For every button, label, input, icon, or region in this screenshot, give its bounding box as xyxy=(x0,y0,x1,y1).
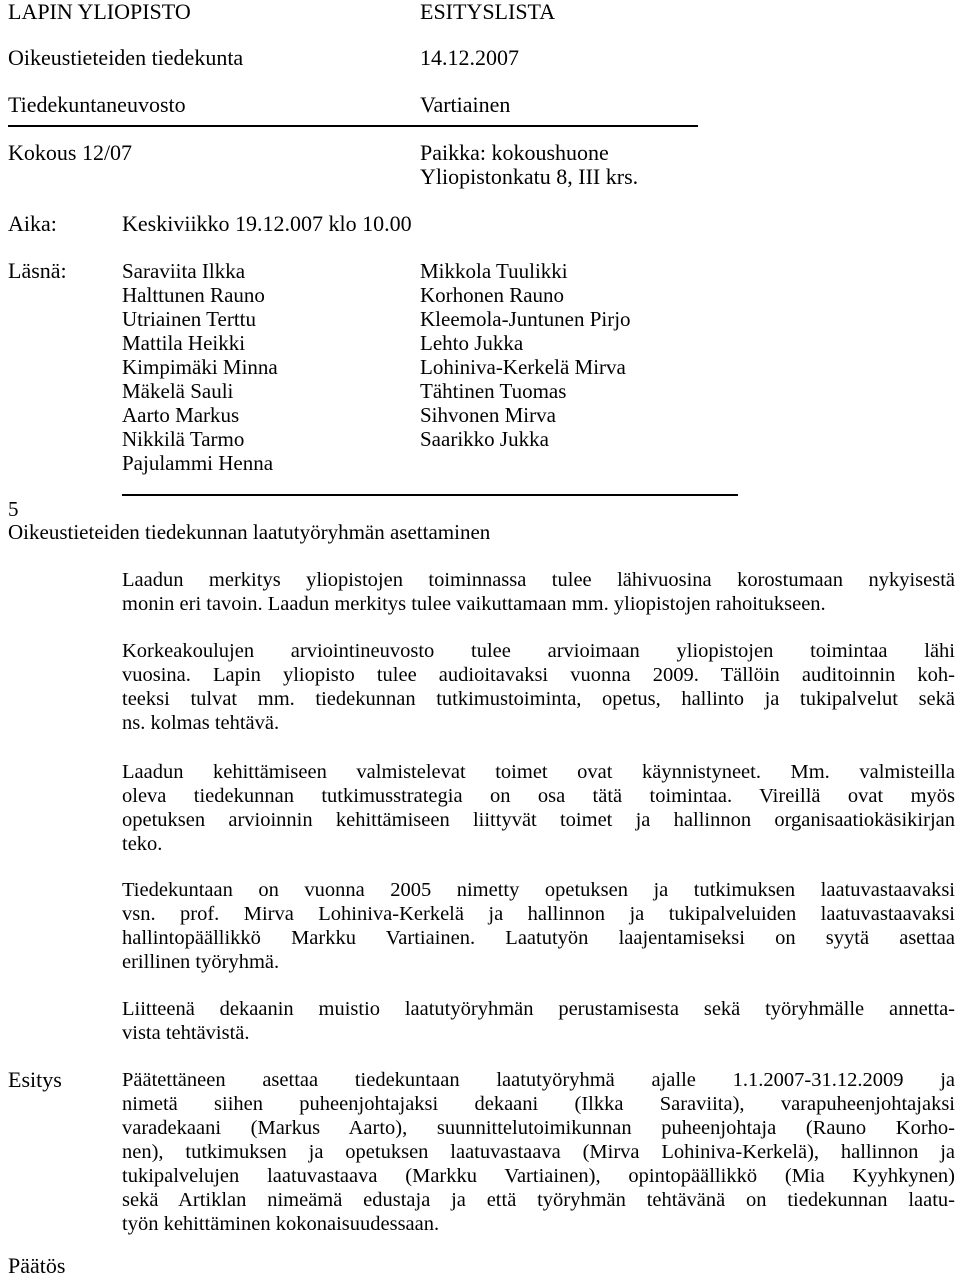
item-title: Oikeustieteiden tiedekunnan laatutyöryhmän asettaminen xyxy=(8,520,491,544)
item-divider xyxy=(122,494,738,496)
faculty-name: Oikeustieteiden tiedekunta xyxy=(8,45,244,70)
attendee: Utriainen Terttu xyxy=(122,307,257,331)
meeting-place-line1: Paikka: kokoushuone xyxy=(420,140,609,165)
paragraph-4 xyxy=(122,878,955,974)
attendee: Halttunen Rauno xyxy=(122,283,265,307)
text-line: vista tehtävistä. xyxy=(122,1022,250,1044)
attendee: Pajulammi Henna xyxy=(122,451,274,475)
paragraph-2 xyxy=(122,639,955,735)
attendee: Saarikko Jukka xyxy=(420,427,549,451)
paragraph-1 xyxy=(122,568,955,616)
text-line: opetuksen arvioinnin kehittämiseen liittyvät toimet ja hallinnon organisaatiokäsikirjan xyxy=(122,809,955,831)
text-line: sekä Artiklan nimeämä edustaja ja että työryhmän tehtävänä on tiedekunnan laatu- xyxy=(122,1189,955,1211)
document-author: Vartiainen xyxy=(420,92,511,117)
council-name: Tiedekuntaneuvosto xyxy=(8,92,186,117)
text-line: vsn. prof. Mirva Lohiniva-Kerkelä ja hallinnon ja tukipalveluiden laatuvastaavaksi xyxy=(122,903,955,925)
time-label: Aika: xyxy=(8,211,57,236)
attendees-left-column xyxy=(122,259,278,475)
decision-label: Päätös xyxy=(8,1253,66,1278)
time-value: Keskiviikko 19.12.007 klo 10.00 xyxy=(122,211,412,236)
text-line: teeksi tulvat mm. tiedekunnan tutkimustoiminta, opetus, hallinto ja tukipalvelut sekä xyxy=(122,688,955,710)
document-type: ESITYSLISTA xyxy=(420,0,556,24)
text-line: Laadun merkitys yliopistojen toiminnassa tulee lähivuosina korostumaan nykyisestä xyxy=(122,569,955,591)
attendee: Lehto Jukka xyxy=(420,331,524,355)
attendee: Kleemola-Juntunen Pirjo xyxy=(420,307,631,331)
text-line: Liitteenä dekaanin muistio laatutyöryhmän perustamisesta sekä työryhmälle annetta- xyxy=(122,998,955,1020)
text-line: nen), tutkimuksen ja opetuksen laatuvastaava (Mirva Lohiniva-Kerkelä), hallinnon ja xyxy=(122,1141,955,1163)
university-name: LAPIN YLIOPISTO xyxy=(8,0,191,24)
item-number: 5 xyxy=(8,497,19,521)
text-line: tukipalvelujen laatuvastaava (Markku Vartiainen), opintopäällikkö (Mia Kyyhkynen) xyxy=(122,1165,955,1187)
attendee: Aarto Markus xyxy=(122,403,240,427)
meeting-place-line2: Yliopistonkatu 8, III krs. xyxy=(420,164,639,189)
paragraph-3 xyxy=(122,760,955,856)
text-line: monin eri tavoin. Laadun merkitys tulee vaikuttamaan mm. yliopistojen rahoitukseen. xyxy=(122,593,826,615)
attendee: Lohiniva-Kerkelä Mirva xyxy=(420,355,626,379)
attendee: Kimpimäki Minna xyxy=(122,355,278,379)
text-line: varadekaani (Markus Aarto), suunnittelutoimikunnan puheenjohtaja (Rauno Korho- xyxy=(122,1117,955,1139)
text-line: Päätettäneen asettaa tiedekuntaan laatutyöryhmä ajalle 1.1.2007-31.12.2009 ja xyxy=(122,1069,955,1091)
attendee: Sihvonen Mirva xyxy=(420,403,556,427)
attendee: Saraviita Ilkka xyxy=(122,259,246,283)
present-label: Läsnä: xyxy=(8,258,67,283)
document-date: 14.12.2007 xyxy=(420,45,519,70)
attendee: Mattila Heikki xyxy=(122,331,246,355)
attendee: Tähtinen Tuomas xyxy=(420,379,567,403)
text-line: Korkeakoulujen arviointineuvosto tulee arvioimaan yliopistojen toimintaa lähi xyxy=(122,640,955,662)
proposal-label: Esitys xyxy=(8,1067,62,1092)
text-line: työn kehittäminen kokonaisuudessaan. xyxy=(122,1213,440,1235)
paragraph-5 xyxy=(122,997,955,1045)
attendee: Korhonen Rauno xyxy=(420,283,565,307)
text-line: teko. xyxy=(122,833,163,855)
header-divider xyxy=(8,125,698,127)
text-line: nimetä siihen puheenjohtajaksi dekaani (Ilkka Saraviita), varapuheenjohtajaksi xyxy=(122,1093,955,1115)
attendee: Mäkelä Sauli xyxy=(122,379,234,403)
text-line: Tiedekuntaan on vuonna 2005 nimetty opetuksen ja tutkimuksen laatuvastaavaksi xyxy=(122,879,955,901)
attendees-right-column xyxy=(420,259,631,451)
text-line: vuosina. Lapin yliopisto tulee audioitavaksi vuonna 2009. Tällöin auditoinnin koh- xyxy=(122,664,955,686)
meeting-number: Kokous 12/07 xyxy=(8,140,133,165)
text-line: Laadun kehittämiseen valmistelevat toimet ovat käynnistyneet. Mm. valmisteilla xyxy=(122,761,955,783)
text-line: erillinen työryhmä. xyxy=(122,951,280,973)
text-line: ns. kolmas tehtävä. xyxy=(122,712,280,734)
attendee: Nikkilä Tarmo xyxy=(122,427,245,451)
proposal-text xyxy=(122,1068,955,1236)
text-line: hallintopäällikkö Markku Vartiainen. Laatutyön laajentamiseksi on syytä asettaa xyxy=(122,927,955,949)
attendee: Mikkola Tuulikki xyxy=(420,259,568,283)
text-line: oleva tiedekunnan tutkimusstrategia on osa tätä toimintaa. Vireillä ovat myös xyxy=(122,785,955,807)
